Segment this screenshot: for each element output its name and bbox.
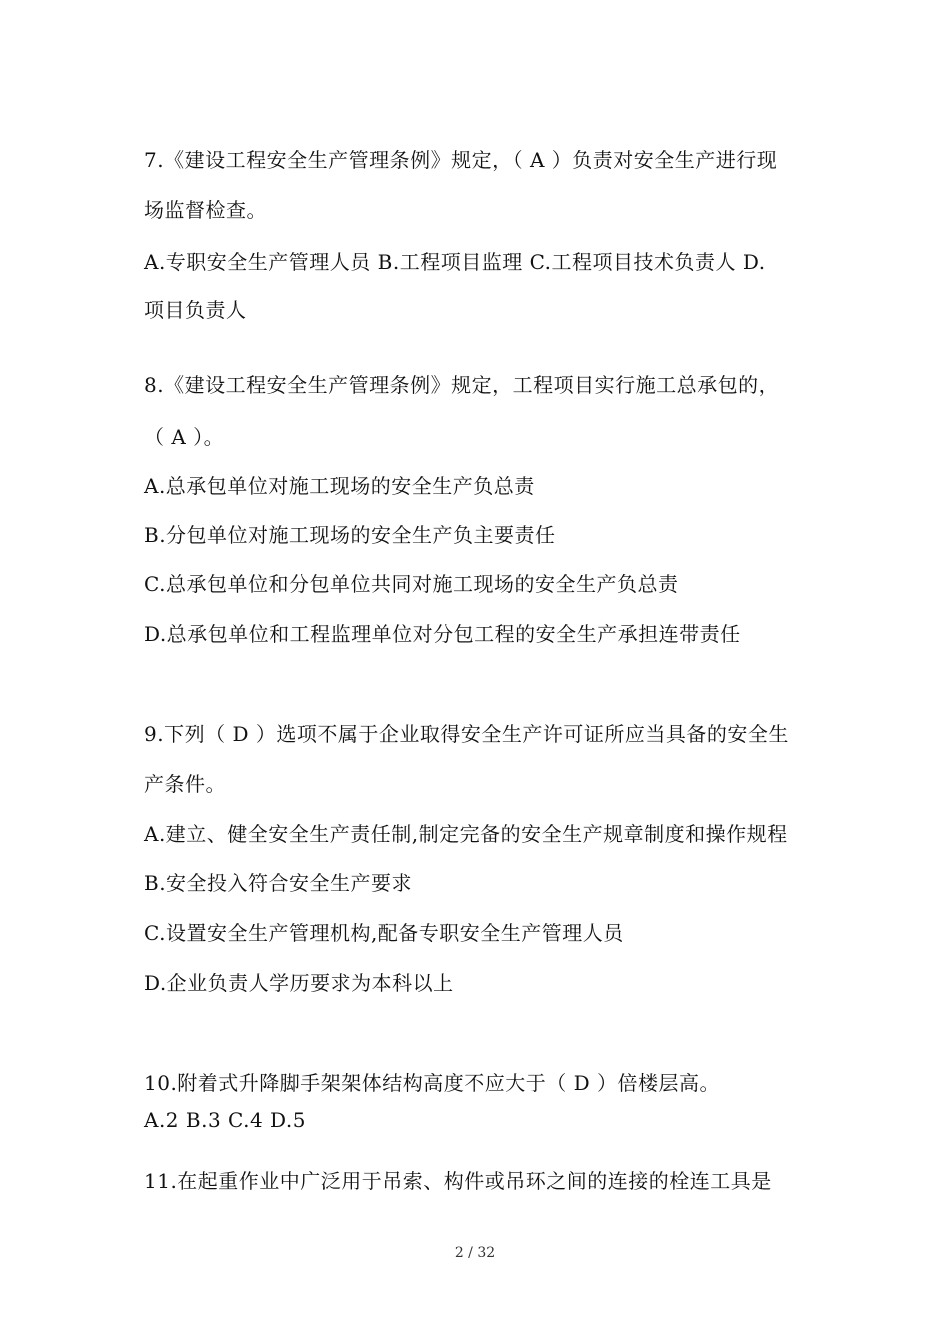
question-7-stem-line-2: 场监督检查。 (144, 198, 267, 222)
question-9-option-b: B.安全投入符合安全生产要求 (144, 871, 413, 895)
question-7-options-line-1: A.专职安全生产管理人员 B.工程项目监理 C.工程项目技术负责人 D. (144, 250, 766, 274)
question-8-option-b: B.分包单位对施工现场的安全生产负主要责任 (144, 523, 556, 547)
question-8-option-d: D.总承包单位和工程监理单位对分包工程的安全生产承担连带责任 (144, 622, 741, 646)
question-9-option-c: C.设置安全生产管理机构,配备专职安全生产管理人员 (144, 921, 624, 945)
question-9-option-d: D.企业负责人学历要求为本科以上 (144, 971, 454, 995)
question-9-option-a: A.建立、健全安全生产责任制,制定完备的安全生产规章制度和操作规程 (144, 822, 788, 846)
question-8-stem-line-2: （ A ）。 (144, 425, 225, 449)
question-10-options-line-1: A.2 B.3 C.4 D.5 (144, 1108, 306, 1132)
question-8-stem-line-1: 8.《建设工程安全生产管理条例》规定，工程项目实行施工总承包的， (144, 373, 780, 397)
question-9-stem-line-1: 9.下列（ D ）选项不属于企业取得安全生产许可证所应当具备的安全生 (144, 722, 789, 746)
question-7-options-line-2: 项目负责人 (144, 298, 247, 322)
question-8-option-c: C.总承包单位和分包单位共同对施工现场的安全生产负总责 (144, 572, 679, 596)
question-8-option-a: A.总承包单位对施工现场的安全生产负总责 (144, 474, 535, 498)
page-number: 2 / 32 (454, 1245, 496, 1261)
question-10-stem-line-1: 10.附着式升降脚手架架体结构高度不应大于（ D ）倍楼层高。 (144, 1071, 721, 1095)
question-7-stem-line-1: 7.《建设工程安全生产管理条例》规定，（ A ）负责对安全生产进行现 (144, 148, 778, 172)
question-9-stem-line-2: 产条件。 (144, 772, 226, 796)
question-11-stem-line-1: 11.在起重作业中广泛用于吊索、构件或吊环之间的连接的栓连工具是 (144, 1169, 772, 1193)
